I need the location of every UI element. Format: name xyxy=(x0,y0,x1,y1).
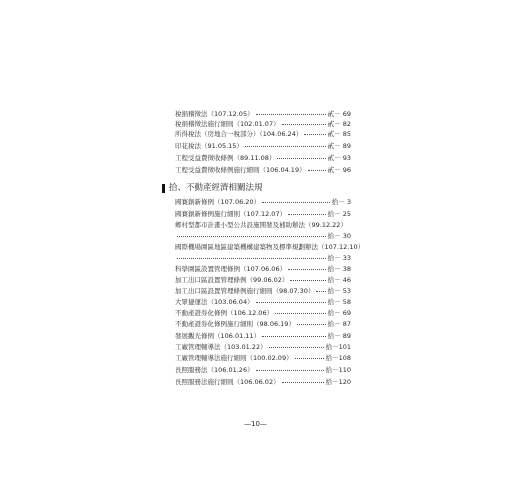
toc-entry xyxy=(175,366,351,374)
toc-entry-page: 拾－ 46 xyxy=(327,276,351,284)
toc-entry xyxy=(175,378,351,386)
toc-entry-title: 長照服務法（106.01.26） xyxy=(175,366,254,374)
toc-entry xyxy=(175,120,351,128)
toc-entry-page: 貳－ 96 xyxy=(327,166,351,174)
toc-entry xyxy=(175,354,351,362)
dot-leader xyxy=(288,264,326,270)
toc-entry-page: 拾－ 58 xyxy=(327,298,351,306)
toc-entry-page: 拾－ 25 xyxy=(327,210,351,218)
toc-entry xyxy=(175,343,351,351)
toc-entry xyxy=(175,287,351,295)
dot-leader xyxy=(288,209,326,215)
dot-leader xyxy=(304,129,325,135)
dot-leader xyxy=(177,253,326,259)
toc-entry-title: 所得稅法（房地合一稅部分）（104.06.24） xyxy=(175,130,303,138)
toc-entry-title: 工廠管理輔導法施行細則（100.02.09） xyxy=(175,354,293,362)
toc-entry-long xyxy=(175,221,351,229)
toc-entry-title: 國際機場園區地區建築機構建築物及標準規劃辦法（107.12.10） xyxy=(175,243,365,251)
toc-entry xyxy=(175,276,351,284)
toc-entry-page: 拾－120 xyxy=(325,378,351,386)
toc-entry-page: 拾－ 3 xyxy=(331,198,351,206)
toc-entry xyxy=(175,142,351,150)
section-title: 拾、不動產經濟相關法規 xyxy=(169,183,263,193)
section-heading xyxy=(162,183,263,193)
toc-entry-long-continuation xyxy=(175,254,351,262)
toc-entry-title: 國賽創新條例施行細則（107.12.07） xyxy=(175,210,287,218)
page-number: —10— xyxy=(244,420,267,428)
dot-leader xyxy=(290,275,325,281)
toc-entry xyxy=(175,154,351,162)
dot-leader xyxy=(277,153,325,159)
dot-leader xyxy=(256,365,324,371)
toc-entry-title: 工廠管理輔導法（103.01.22） xyxy=(175,343,267,351)
toc-entry-page: 拾－ 87 xyxy=(327,320,351,328)
toc-entry xyxy=(175,320,351,328)
toc-entry xyxy=(175,265,351,273)
dot-leader xyxy=(262,197,330,203)
toc-entry xyxy=(175,298,351,306)
toc-entry-title: 不動產證券化條例（106.12.06） xyxy=(175,309,274,317)
toc-entry-title: 鄉村型都市計畫小型公共設施開發及補助辦法（99.12.22） xyxy=(175,221,347,229)
toc-entry-title: 國賽創新條例（107.06.20） xyxy=(175,198,261,206)
toc-entry-title: 加工出口區設置管理條例施行細則（98.07.30） xyxy=(175,287,315,295)
toc-entry-page: 拾－110 xyxy=(325,366,351,374)
dot-leader xyxy=(275,308,326,314)
toc-entry-title: 加工出口區設置管理條例（99.06.02） xyxy=(175,276,289,284)
toc-entry-page: 貳－ 82 xyxy=(327,120,351,128)
toc-entry-page: 貳－ 85 xyxy=(327,130,351,138)
toc-entry-title: 科學園區設置管理條例（107.06.06） xyxy=(175,265,287,273)
dot-leader xyxy=(297,319,326,325)
dot-leader xyxy=(282,377,324,383)
toc-entry-title: 工程受益費徵收條例（89.11.08） xyxy=(175,154,276,162)
toc-entry-title: 印花稅法（91.05.15） xyxy=(175,142,243,150)
toc-entry xyxy=(175,332,351,340)
toc-entry-page: 拾－ 89 xyxy=(327,332,351,340)
toc-entry-long xyxy=(175,243,365,251)
toc-entry-page: 拾－ 53 xyxy=(327,287,351,295)
toc-entry-page: 拾－ 30 xyxy=(327,232,351,240)
toc-entry-page: 拾－101 xyxy=(325,343,351,351)
dot-leader xyxy=(316,286,325,292)
toc-entry-page: 拾－ 69 xyxy=(327,309,351,317)
dot-leader xyxy=(256,297,326,303)
toc-entry xyxy=(175,309,351,317)
toc-entry-title: 長照服務法施行細則（106.06.02） xyxy=(175,378,280,386)
toc-entry-title: 工程受益費徵收條例施行細則（106.04.19） xyxy=(175,166,306,174)
toc-entry-page: 拾－ 38 xyxy=(327,265,351,273)
dot-leader xyxy=(262,331,326,337)
toc-entry-page: 貳－ 89 xyxy=(327,142,351,150)
dot-leader xyxy=(256,109,326,115)
dot-leader xyxy=(308,165,326,171)
dot-leader xyxy=(245,141,326,147)
toc-entry-long-continuation xyxy=(175,232,351,240)
dot-leader xyxy=(177,231,326,237)
toc-entry-title: 發展觀光條例（106.01.11） xyxy=(175,332,261,340)
dot-leader xyxy=(269,342,324,348)
toc-entry-title: 稅捐稽徵法（107.12.05） xyxy=(175,110,254,118)
toc-entry xyxy=(175,130,351,138)
toc-entry-page: 貳－ 69 xyxy=(327,110,351,118)
toc-entry-title: 稅捐稽徵法施行細則（102.01.07） xyxy=(175,120,280,128)
section-marker xyxy=(162,184,165,193)
toc-entry xyxy=(175,210,351,218)
dot-leader xyxy=(295,353,324,359)
toc-entry-title: 大眾捷運法（103.06.04） xyxy=(175,298,254,306)
toc-entry xyxy=(175,198,351,206)
toc-entry xyxy=(175,110,351,118)
toc-entry-page: 拾－108 xyxy=(325,354,351,362)
toc-entry-page: 貳－ 93 xyxy=(327,154,351,162)
toc-entry xyxy=(175,166,351,174)
toc-entry-page: 拾－ 33 xyxy=(327,254,351,262)
dot-leader xyxy=(282,119,326,125)
toc-entry-title: 不動產證券化條例施行細則（98.06.19） xyxy=(175,320,295,328)
